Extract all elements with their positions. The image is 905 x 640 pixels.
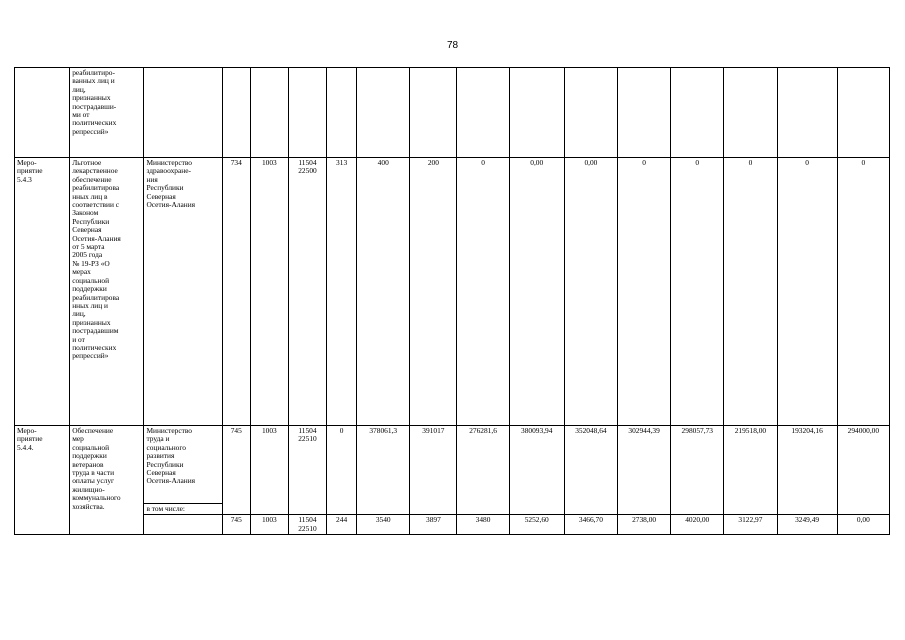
cell-vr: 0 — [327, 426, 357, 515]
cell-year-4: 380093,94 — [509, 426, 564, 515]
cell-rzpr: 1003 — [250, 158, 288, 426]
cell-grbs: 745 — [222, 515, 250, 535]
cell-year-8: 0 — [724, 158, 777, 426]
cell-year-9: 193204,16 — [777, 426, 837, 515]
table-row-continuation — [15, 68, 890, 158]
program-measures-table — [14, 67, 890, 535]
cell-rzpr: 1003 — [250, 426, 288, 515]
cell-including-label: в том числе: — [144, 504, 222, 515]
table-row-measure-5-4-4 — [15, 426, 890, 504]
cell-year-9: 3249,49 — [777, 515, 837, 535]
cell-year-2: 3897 — [410, 515, 457, 535]
cell-vr: 244 — [327, 515, 357, 535]
cell-executor: Министерство труда и социального развития Республики Северная Осетия-Алания — [144, 426, 222, 504]
cell-year-6: 302944,39 — [618, 426, 671, 515]
cell-year-6: 0 — [618, 158, 671, 426]
cell-year-5: 352048,64 — [564, 426, 617, 515]
cell-label — [15, 68, 70, 158]
cell-csr: 11504 22510 — [288, 515, 326, 535]
cell-year-5: 3466,70 — [564, 515, 617, 535]
cell-year-3: 3480 — [457, 515, 509, 535]
cell-executor: Министерство здравоохране- ния Республики Северная Осетия-Алания — [144, 158, 222, 426]
cell-measure-name: реабилитиро- ванных лиц и лиц, признанных пострадавши- ми от политических репрессий» — [70, 68, 144, 158]
cell-year-10: 294000,00 — [837, 426, 889, 515]
cell-year-9: 0 — [777, 158, 837, 426]
cell-year-10: 0 — [837, 158, 889, 426]
cell-year-3: 276281,6 — [457, 426, 509, 515]
cell-year-8: 219518,00 — [724, 426, 777, 515]
cell-rzpr: 1003 — [250, 515, 288, 535]
cell-year-1: 400 — [357, 158, 410, 426]
cell-year-7: 298057,73 — [671, 426, 724, 515]
cell-year-3: 0 — [457, 158, 509, 426]
cell-label: Меро- приятие 5.4.4. — [15, 426, 70, 535]
cell-year-7: 0 — [671, 158, 724, 426]
cell-label: Меро- приятие 5.4.3 — [15, 158, 70, 426]
table-row-measure-5-4-4-sub — [15, 515, 890, 535]
cell-year-10: 0,00 — [837, 515, 889, 535]
cell-measure-name: Льготное лекарственное обеспечение реабилитирова нных лиц в соответствии с Законом Республики Северная Осетия-Алания от 5 марта 2005 года № 19-РЗ «О мерах социальной поддержки реабилитирова нных лиц и лиц, признанных пострадавшим и от политических репрессий» — [70, 158, 144, 426]
cell-executor — [144, 68, 222, 158]
cell-year-1: 3540 — [357, 515, 410, 535]
cell-year-4: 0,00 — [509, 158, 564, 426]
cell-csr: 11504 22510 — [288, 426, 326, 515]
cell-grbs: 745 — [222, 426, 250, 515]
table-row-measure-5-4-3 — [15, 158, 890, 426]
cell-year-6: 2738,00 — [618, 515, 671, 535]
cell-year-2: 391017 — [410, 426, 457, 515]
cell-year-4: 5252,60 — [509, 515, 564, 535]
cell-grbs: 734 — [222, 158, 250, 426]
cell-year-1: 378061,3 — [357, 426, 410, 515]
cell-year-7: 4020,00 — [671, 515, 724, 535]
cell-executor-empty — [144, 515, 222, 535]
page-number: 78 — [446, 40, 459, 51]
cell-year-8: 3122,97 — [724, 515, 777, 535]
cell-csr: 11504 22500 — [288, 158, 326, 426]
cell-year-2: 200 — [410, 158, 457, 426]
cell-year-5: 0,00 — [564, 158, 617, 426]
cell-measure-name: Обеспечение мер социальной поддержки ветеранов труда в части оплаты услуг жилищно- коммунального хозяйства. — [70, 426, 144, 535]
cell-vr: 313 — [327, 158, 357, 426]
